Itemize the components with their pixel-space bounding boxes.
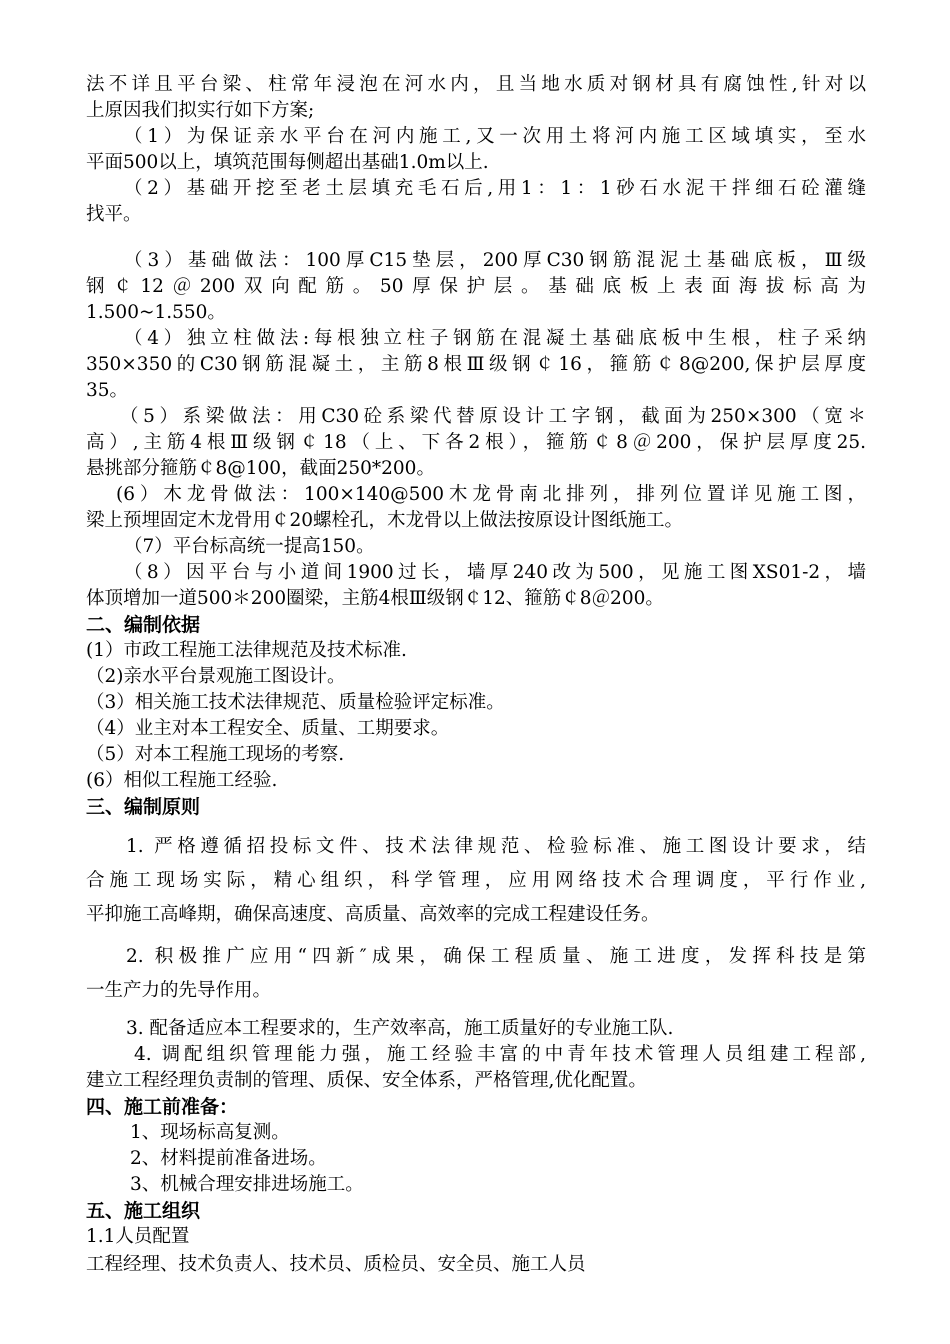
paragraph-line: 法不详且平台梁、柱常年浸泡在河水内，且当地水质对钢材具有腐蚀性,针对以 (86, 74, 866, 95)
paragraph-line: 合施工现场实际，精心组织，科学管理，应用网络技术合理调度，平行作业, (86, 870, 866, 891)
paragraph-line: 上原因我们拟实行如下方案; (86, 100, 315, 121)
principle-item-2: 2. 积极推广应用“四新″成果，确保工程质量、施工进度，发挥科技是第 (126, 946, 866, 967)
basis-item: （3）相关施工技术法律规范、质量检验评定标准。 (86, 692, 505, 713)
basis-item: (6）相似工程施工经验. (86, 770, 278, 791)
paragraph-line: 平抑施工高峰期，确保高速度、高质量、高效率的完成工程建设任务。 (86, 904, 660, 925)
list-item-7: （7）平台标高统一提高150。 (124, 536, 375, 557)
paragraph-line: 建立工程经理负责制的管理、质保、安全体系，严格管理,优化配置。 (86, 1070, 647, 1091)
basis-item: (1）市政工程施工法律规范及技术标准. (86, 640, 407, 661)
paragraph-line: 悬挑部分箍筋￠8@100，截面250*200。 (86, 458, 435, 479)
list-item-3: （3）基础做法：100厚C15垫层，200厚C30钢筋混泥土基础底板，Ⅲ级 (124, 250, 866, 271)
basis-item: （5）对本工程施工现场的考察. (86, 744, 345, 765)
paragraph-line: 找平。 (86, 204, 142, 225)
list-item-6: (6）木龙骨做法：100×140@500木龙骨南北排列，排列位置详见施工图， (116, 484, 866, 505)
paragraph-line: 高）,主筋4根Ⅲ级钢￠18（上、下各2根），箍筋￠8＠200，保护层厚度25. (86, 432, 866, 453)
list-item-4: （4）独立柱做法:每根独立柱子钢筋在混凝土基础底板中生根，柱子采纳 (124, 328, 866, 349)
paragraph-line: 35。 (86, 380, 129, 401)
list-item-5: （5）系梁做法：用C30砼系梁代替原设计工字钢，截面为250×300（宽＊ (120, 406, 866, 427)
paragraph-line: 工程经理、技术负责人、技术员、质检员、安全员、施工人员 (86, 1254, 586, 1275)
list-item-2: （2）基础开挖至老土层填充毛石后,用1：1：1砂石水泥干拌细石砼灌缝 (124, 178, 866, 199)
paragraph-line: 钢￠12＠200双向配筋。50厚保护层。基础底板上表面海拔标高为 (86, 276, 866, 297)
prep-item: 2、材料提前准备进场。 (130, 1148, 327, 1169)
principle-item-3: 3. 配备适应本工程要求的，生产效率高，施工质量好的专业施工队. (126, 1018, 674, 1039)
principle-item-1: 1. 严格遵循招投标文件、技术法律规范、检验标准、施工图设计要求，结 (126, 836, 866, 857)
section-heading-2: 二、编制依据 (86, 614, 201, 636)
list-item-8: （8）因平台与小道间1900过长，墙厚240改为500，见施工图XS01-2，墙 (124, 562, 866, 583)
section-heading-5: 五、施工组织 (86, 1200, 201, 1222)
basis-item: （2)亲水平台景观施工图设计。 (86, 666, 346, 687)
section-heading-3: 三、编制原则 (86, 796, 201, 818)
section-heading-4: 四、施工前准备： (86, 1096, 239, 1118)
paragraph-line: 一生产力的先导作用。 (86, 980, 272, 1001)
paragraph-line: 梁上预埋固定木龙骨用￠20螺栓孔，木龙骨以上做法按原设计图纸施工。 (86, 510, 684, 531)
paragraph-line: 平面500以上，填筑范围每侧超出基础1.0m以上. (86, 152, 489, 173)
prep-item: 3、机械合理安排进场施工。 (130, 1174, 364, 1195)
paragraph-line: 350×350的C30钢筋混凝土，主筋8根Ⅲ级钢￠16，箍筋￠8@200,保护层厚度 (86, 354, 866, 375)
basis-item: （4）业主对本工程安全、质量、工期要求。 (86, 718, 450, 739)
paragraph-line: 体顶增加一道500＊200圈梁，主筋4根Ⅲ级钢￠12、箍筋￠8＠200。 (86, 588, 664, 609)
subsection-heading: 1.1人员配置 (86, 1226, 190, 1247)
paragraph-line: 1.500~1.550。 (86, 302, 226, 323)
list-item-1: （1）为保证亲水平台在河内施工,又一次用土将河内施工区域填实，至水 (124, 126, 866, 147)
prep-item: 1、现场标高复测。 (130, 1122, 290, 1143)
principle-item-4: 4. 调配组织管理能力强，施工经验丰富的中青年技术管理人员组建工程部, (134, 1044, 866, 1065)
